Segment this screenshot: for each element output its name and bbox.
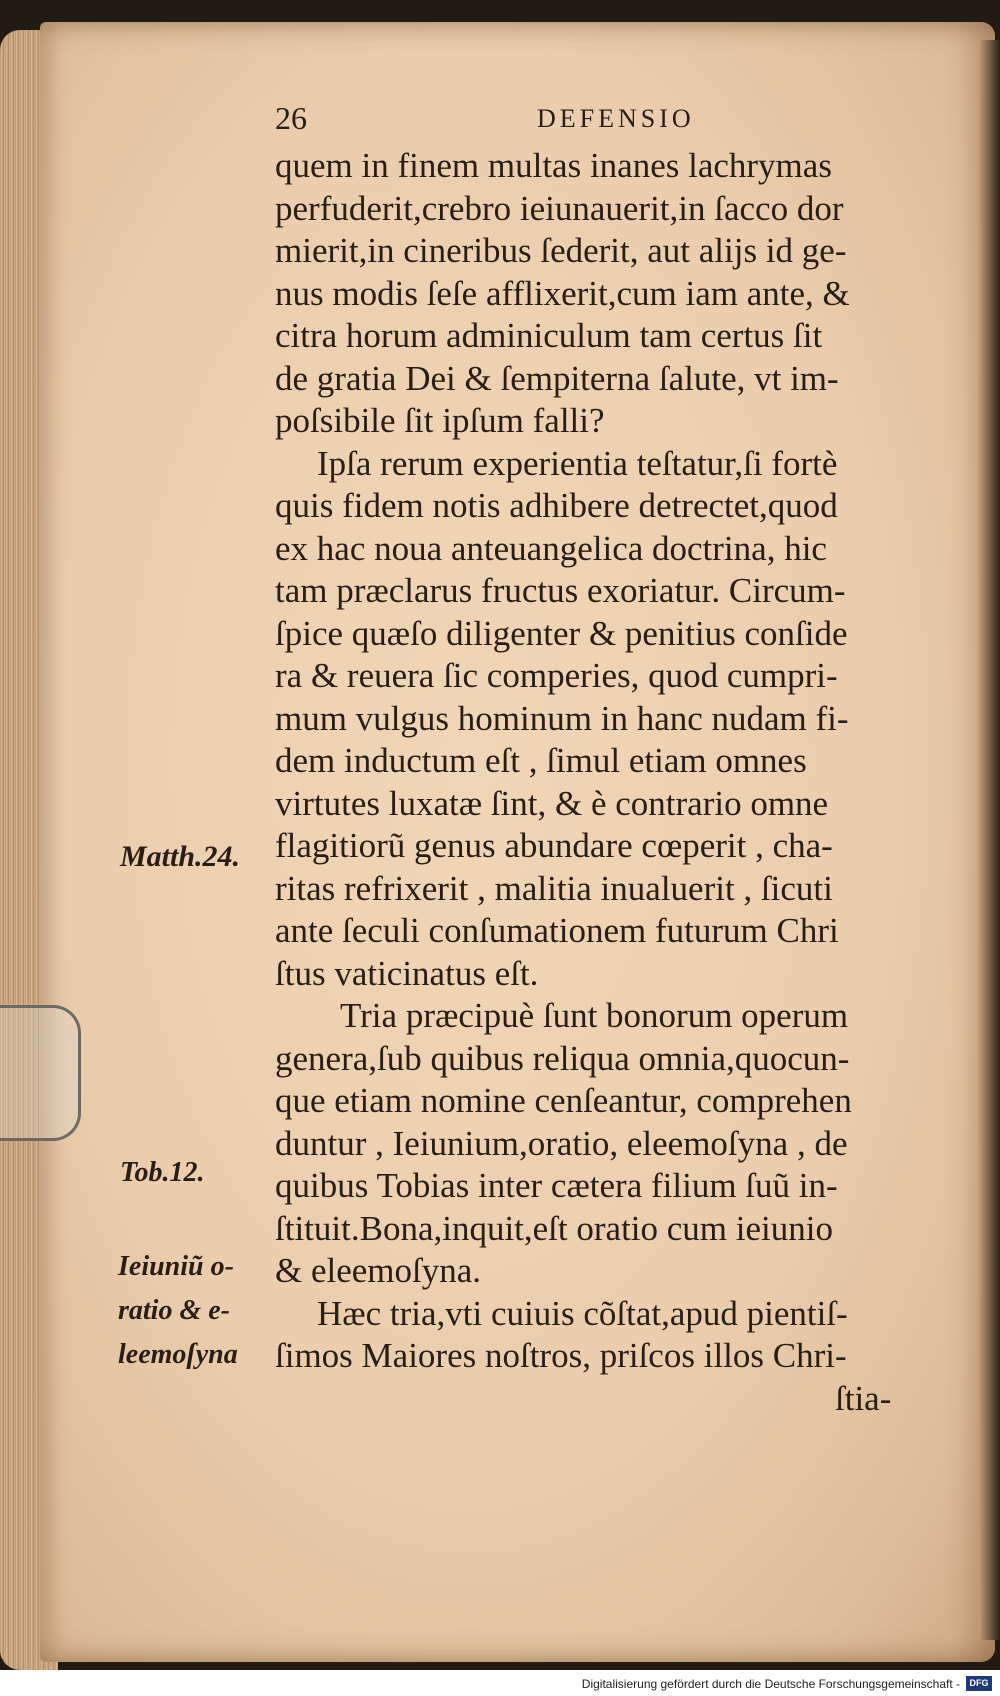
margin-note-tobit: Tob.12. — [120, 1157, 205, 1188]
text-line: virtutes luxatæ ſint, & è contrario omne — [275, 783, 829, 823]
text-line: & eleemoſyna. — [275, 1251, 482, 1290]
margin-note-ieiunium — [118, 1245, 238, 1377]
text-line: de gratia Dei & ſempiterna ſalute, vt im- — [275, 358, 839, 398]
text-line: quem in finem multas inanes lachrymas — [275, 146, 832, 185]
margin-note-matthew: Matth.24. — [120, 840, 241, 873]
text-line: quis fidem notis adhibere detrectet,quod — [275, 486, 838, 525]
text-line: ante ſeculi conſumationem futurum Chri — [275, 911, 839, 950]
text-line: quibus Tobias inter cætera filium ſuũ in- — [275, 1166, 838, 1205]
dfg-logo: DFG — [966, 1676, 992, 1691]
text-line: dem inductum eſt , ſimul etiam omnes — [275, 741, 807, 780]
text-line: Ipſa rerum experientia teſtatur,ſi fortè — [317, 443, 838, 483]
text-line: ra & reuera ſic comperies, quod cumpri- — [275, 656, 838, 695]
margin-note-line: Ieiuniũ o- — [118, 1251, 234, 1282]
text-line: genera,ſub quibus reliqua omnia,quocun- — [275, 1038, 850, 1078]
text-line: ſtus vaticinatus eſt. — [275, 953, 539, 993]
text-line: Hæc tria,vti cuiuis cõſtat,apud pientiſ- — [317, 1293, 848, 1333]
text-line: mierit,in cineribus ſederit, aut alijs id ge- — [275, 231, 847, 270]
text-line: Tria præcipuè ſunt bonorum operum — [340, 996, 849, 1035]
text-line: que etiam nomine cenſeantur, comprehen — [275, 1081, 852, 1120]
text-line: perfuderit,crebro ieiunauerit,in ſacco dor — [275, 188, 844, 228]
text-line: tam præclarus fructus exoriatur. Circum- — [275, 571, 846, 610]
text-line: ritas refrixerit , malitia inualuerit , ſicuti — [275, 868, 833, 908]
text-line: duntur , Ieiunium,oratio, eleemoſyna , de — [275, 1123, 848, 1163]
text-line: poſsibile ſit ipſum falli? — [275, 401, 605, 440]
text-line: ſtia- — [835, 1378, 892, 1418]
text-line: citra horum adminiculum tam certus ſit — [275, 316, 823, 355]
footer-bar — [0, 1670, 1000, 1696]
text-line: ſimos Maiores noſtros, priſcos illos Chri- — [275, 1336, 847, 1375]
page-number: 26 — [275, 100, 307, 136]
text-line: nus modis ſeſe afflixerit,cum iam ante, & — [275, 273, 850, 313]
margin-note-line: leemoſyna — [118, 1339, 238, 1370]
running-head: DEFENSIO — [537, 104, 695, 133]
text-line: flagitiorũ genus abundare cœperit , cha- — [275, 826, 833, 865]
text-line: ſtituit.Bona,inquit,eſt oratio cum ieiunio — [275, 1208, 833, 1248]
digitization-credit: Digitalisierung gefördert durch die Deutsche Forschungsgemeinschaft - — [581, 1677, 960, 1691]
text-line: ex hac noua anteuangelica doctrina, hic — [275, 528, 827, 568]
text-line: ſpice quæſo diligenter & penitius conſide — [275, 613, 848, 653]
facing-page-strip — [978, 40, 1000, 1640]
page-clip — [0, 1005, 81, 1141]
margin-note-line: ratio & e- — [118, 1295, 230, 1326]
body-text — [275, 145, 935, 1420]
text-line: mum vulgus hominum in hanc nudam fi- — [275, 698, 849, 738]
